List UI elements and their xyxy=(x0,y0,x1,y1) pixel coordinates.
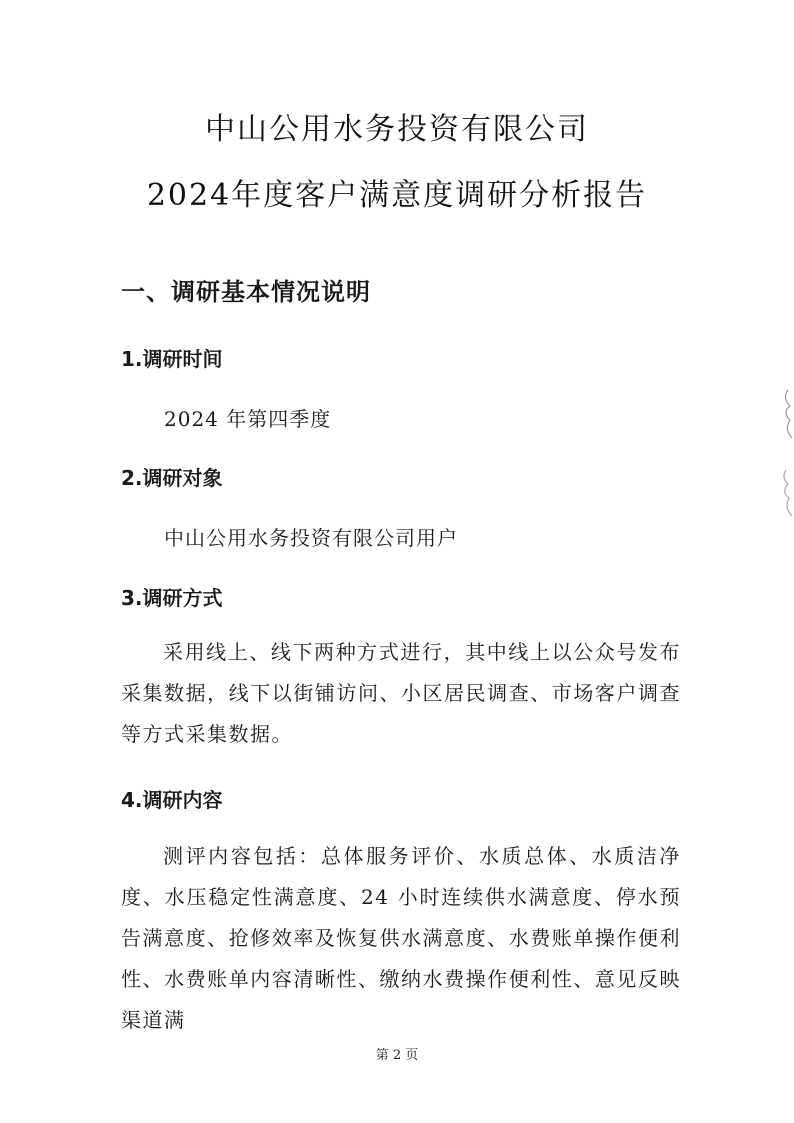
section-heading: 一、调研基本情况说明 xyxy=(121,278,371,306)
subsection-text-time: 2024 年第四季度 xyxy=(164,407,332,431)
subsection-text-content: 测评内容包括：总体服务评价、水质总体、水质洁净度、水压稳定性满意度、24 小时连续供水满意度、停水预告满意度、抢修效率及恢复供水满意度、水费账单操作便利性、水费账单内容清晰性、缴纳水费操作便利性、意见反映渠道满 xyxy=(121,844,681,1032)
subsection-heading-method: 3.调研方式 xyxy=(121,586,223,610)
report-title-line2: 2024年度客户满意度调研分析报告 xyxy=(146,178,648,213)
subsection-heading-time: 1.调研时间 xyxy=(121,347,223,371)
page-number: 第 2 页 xyxy=(375,1048,419,1063)
subsection-text-method: 采用线上、线下两种方式进行，其中线上以公众号发布采集数据，线下以街铺访问、小区居民调查、市场客户调查等方式采集数据。 xyxy=(121,640,681,746)
seal-edge-mark xyxy=(768,380,794,540)
subsection-heading-content: 4.调研内容 xyxy=(121,788,223,812)
report-title-line1: 中山公用水务投资有限公司 xyxy=(205,112,589,147)
subsection-text-target: 中山公用水务投资有限公司用户 xyxy=(164,526,458,550)
subsection-heading-target: 2.调研对象 xyxy=(121,466,223,490)
